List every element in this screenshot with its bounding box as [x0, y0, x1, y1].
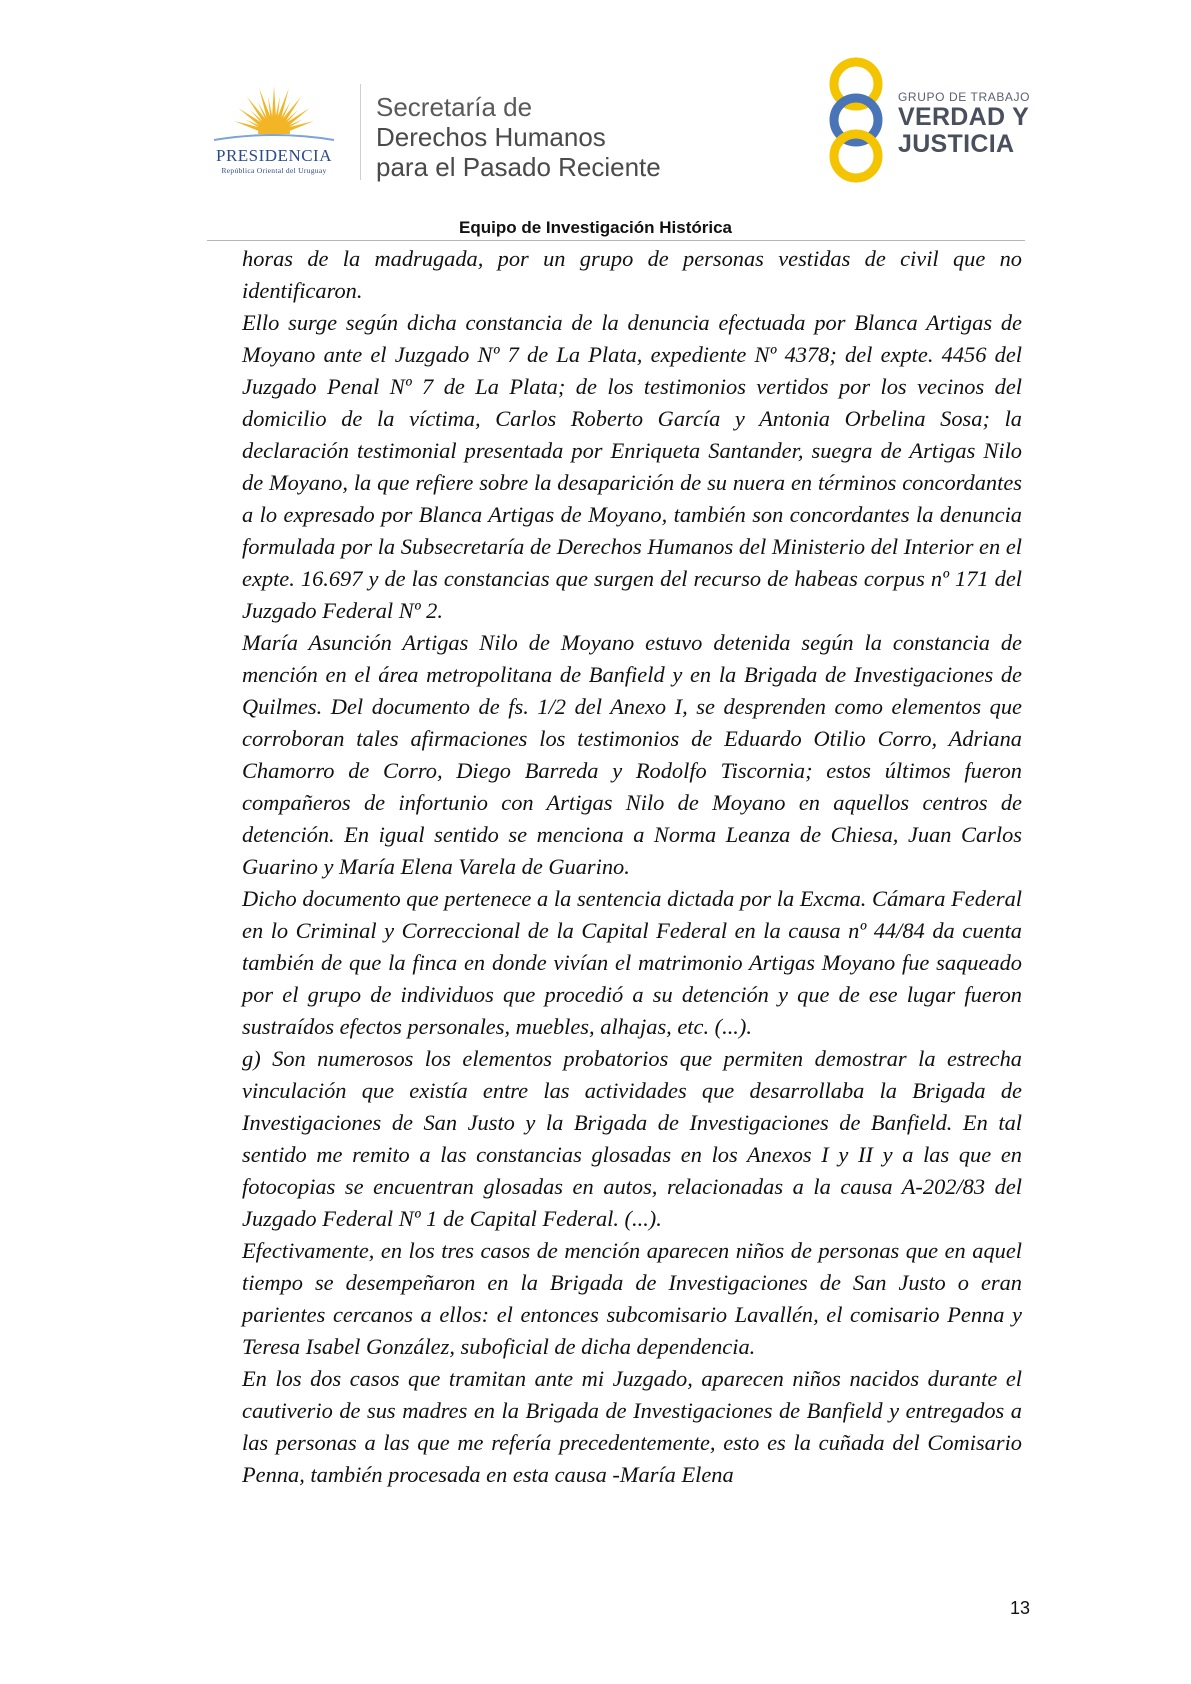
- presidencia-subtitle: República Oriental del Uruguay: [221, 166, 327, 175]
- equipo-title: Equipo de Investigación Histórica: [459, 218, 732, 237]
- paragraph: María Asunción Artigas Nilo de Moyano estuvo detenida según la constancia de mención en el área metropolitana de Banfield y en la Brigada de Investigaciones de Quilmes. Del documento de fs. 1/2 del Anexo I, se desprenden como elementos que corroboran tales afirmaciones los testimonios de Eduardo Otilio Corro, Adriana Chamorro de Corro, Diego Barreda y Rodolfo Tiscornia; estos últimos fueron compañeros de infortunio con Artigas Nilo de Moyano en aquellos centros de detención. En igual sentido se menciona a Norma Leanza de Chiesa, Juan Carlos Guarino y María Elena Varela de Guarino.: [242, 630, 1022, 879]
- presidencia-label: PRESIDENCIA: [215, 146, 332, 165]
- verdad-label: VERDAD Y: [898, 103, 1030, 131]
- paragraph: Dicho documento que pertenece a la sentencia dictada por la Excma. Cámara Federal en lo Criminal y Correccional de la Capital Federal en la causa nº 44/84 da cuenta también de que la finca en donde vivían el matrimonio Artigas Moyano fue saqueado por el grupo de individuos que procedió a su detención y que de ese lugar fueron sustraídos efectos personales, muebles, alhajas, etc. (...).: [242, 886, 1022, 1039]
- paragraph: g) Son numerosos los elementos probatorios que permiten demostrar la estrecha vinculación que existía entre las actividades que desarrollaba la Brigada de Investigaciones de San Justo y la Brigada de Investigaciones de Banfield. En tal sentido me remito a las constancias glosadas en los Anexos I y II y a las que en fotocopias se encuentran glosadas en autos, relacionadas a la causa A-202/83 del Juzgado Federal Nº 1 de Capital Federal. (...).: [242, 1046, 1022, 1231]
- verdad-justicia-wordmark: [898, 90, 1030, 158]
- justicia-label: JUSTICIA: [898, 130, 1015, 158]
- secretaria-line-1: Secretaría de: [376, 92, 533, 122]
- secretaria-name: [376, 92, 661, 182]
- logo-divider: [360, 84, 361, 180]
- document-body: [242, 243, 1022, 1491]
- page-header: [0, 0, 1191, 240]
- grupo-trabajo-label: GRUPO DE TRABAJO: [898, 90, 1031, 104]
- verdad-justicia-rings-logo: [820, 56, 892, 184]
- paragraph: horas de la madrugada, por un grupo de personas vestidas de civil que no identificaron.: [242, 246, 1022, 303]
- paragraph: Efectivamente, en los tres casos de mención aparecen niños de personas que en aquel tiempo se desempeñaron en la Brigada de Investigaciones de San Justo o eran parientes cercanos a ellos: el entonces subcomisario Lavallén, el comisario Penna y Teresa Isabel González, suboficial de dicha dependencia.: [242, 1238, 1022, 1359]
- secretaria-line-2: Derechos Humanos: [376, 122, 606, 152]
- secretaria-line-3: para el Pasado Reciente: [376, 152, 661, 182]
- page-number: 13: [1009, 1598, 1030, 1618]
- header-rule: [207, 240, 1025, 241]
- paragraph: Ello surge según dicha constancia de la denuncia efectuada por Blanca Artigas de Moyano ante el Juzgado Nº 7 de La Plata, expediente Nº 4378; del expte. 4456 del Juzgado Penal Nº 7 de La Plata; de los testimonios vertidos por los vecinos del domicilio de la víctima, Carlos Roberto García y Antonia Orbelina Sosa; la declaración testimonial presentada por Enriqueta Santander, suegra de Artigas Nilo de Moyano, la que refiere sobre la desaparición de su nuera en términos concordantes a lo expresado por Blanca Artigas de Moyano, también son concordantes la denuncia formulada por la Subsecretaría de Derechos Humanos del Ministerio del Interior en el expte. 16.697 y de las constancias que surgen del recurso de habeas corpus nº 171 del Juzgado Federal Nº 2.: [242, 310, 1022, 623]
- paragraph: En los dos casos que tramitan ante mi Juzgado, aparecen niños nacidos durante el cautiverio de sus madres en la Brigada de Investigaciones de Banfield y entregados a las personas a las que me refería precedentemente, esto es la cuñada del Comisario Penna, también procesada en esta causa -María Elena: [242, 1366, 1022, 1487]
